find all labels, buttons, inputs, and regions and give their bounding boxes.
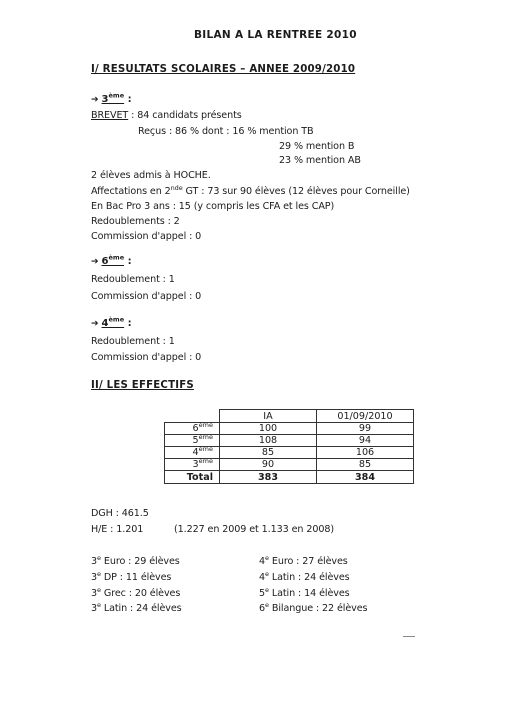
option-item: 5e Latin : 14 élèves xyxy=(259,585,350,599)
option-item: 3e Euro : 29 élèves xyxy=(91,553,180,567)
section-heading-effectifs: II/ LES EFFECTIFS xyxy=(91,380,194,391)
commission-line: Commission d'appel : 0 xyxy=(91,291,202,302)
redoublement-line: Redoublement : 1 xyxy=(91,336,175,347)
option-item: 3e Latin : 24 élèves xyxy=(91,600,182,614)
level-heading-3eme xyxy=(91,91,132,105)
row-label: 4ème xyxy=(165,447,220,459)
stray-pen-mark xyxy=(403,636,415,637)
option-item: 6e Bilangue : 22 élèves xyxy=(259,600,368,614)
row-label: 5ème xyxy=(165,435,220,447)
table-header-cell: 01/09/2010 xyxy=(317,410,414,423)
september-cell: 94 xyxy=(317,435,414,447)
ia-cell: 90 xyxy=(220,459,317,471)
option-item: 4e Euro : 27 élèves xyxy=(259,553,348,567)
level-heading-4eme xyxy=(91,315,132,329)
arrow-icon: ➔ xyxy=(91,257,99,267)
affectations-line xyxy=(91,183,410,198)
recus-line: Reçus : 86 % dont : 16 % mention TB xyxy=(138,126,314,137)
level-number: 4 xyxy=(101,318,109,329)
level-heading-6eme xyxy=(91,253,132,267)
table-header-cell: IA xyxy=(220,410,317,423)
level-number: 6 xyxy=(101,256,109,267)
redoublements-line: Redoublements : 2 xyxy=(91,216,180,227)
level-colon: : xyxy=(127,94,132,105)
bacpro-line: En Bac Pro 3 ans : 15 (y compris les CFA et les CAP) xyxy=(91,201,335,212)
brevet-line xyxy=(91,110,242,122)
mention-ab-line: 23 % mention AB xyxy=(279,155,361,166)
affectations-suffix: nde xyxy=(170,183,183,192)
brevet-label: BREVET xyxy=(91,110,129,121)
option-item: 3e DP : 11 élèves xyxy=(91,569,172,583)
he-line: H/E : 1.201 xyxy=(91,524,144,535)
row-label: 6ème xyxy=(165,423,220,435)
ia-cell: 85 xyxy=(220,447,317,459)
effectifs-table xyxy=(164,409,414,484)
redoublement-line: Redoublement : 1 xyxy=(91,274,175,285)
september-cell: 106 xyxy=(317,447,414,459)
level-suffix: ème xyxy=(108,315,125,324)
total-label: Total xyxy=(165,471,220,484)
commission-line: Commission d'appel : 0 xyxy=(91,231,202,242)
september-cell: 85 xyxy=(317,459,414,471)
he-history-note: (1.227 en 2009 et 1.133 en 2008) xyxy=(174,524,334,535)
ia-cell: 108 xyxy=(220,435,317,447)
level-colon: : xyxy=(127,256,132,267)
affectations-text-end: GT : 73 sur 90 élèves (12 élèves pour Corneille) xyxy=(182,186,410,197)
mention-b-line: 29 % mention B xyxy=(279,141,355,152)
document-title: BILAN A LA RENTREE 2010 xyxy=(194,29,357,41)
level-suffix: ème xyxy=(108,253,125,262)
commission-line: Commission d'appel : 0 xyxy=(91,352,202,363)
level-suffix: ème xyxy=(108,91,125,100)
affectations-text-start: Affectations en 2 xyxy=(91,186,171,197)
level-number: 3 xyxy=(101,94,109,105)
arrow-icon: ➔ xyxy=(91,319,99,329)
brevet-candidates: : 84 candidats présents xyxy=(131,110,242,121)
september-cell: 99 xyxy=(317,423,414,435)
level-colon: : xyxy=(127,318,132,329)
option-item: 3e Grec : 20 élèves xyxy=(91,585,181,599)
dgh-line: DGH : 461.5 xyxy=(91,508,149,519)
hoche-line: 2 élèves admis à HOCHE. xyxy=(91,170,211,181)
row-label: 3ème xyxy=(165,459,220,471)
total-september-cell: 384 xyxy=(317,471,414,484)
total-ia-cell: 383 xyxy=(220,471,317,484)
option-item: 4e Latin : 24 élèves xyxy=(259,569,350,583)
ia-cell: 100 xyxy=(220,423,317,435)
arrow-icon: ➔ xyxy=(91,95,99,105)
table-total-row xyxy=(165,471,414,484)
section-heading-results: I/ RESULTATS SCOLAIRES – ANNEE 2009/2010 xyxy=(91,64,356,75)
table-row xyxy=(165,459,414,471)
